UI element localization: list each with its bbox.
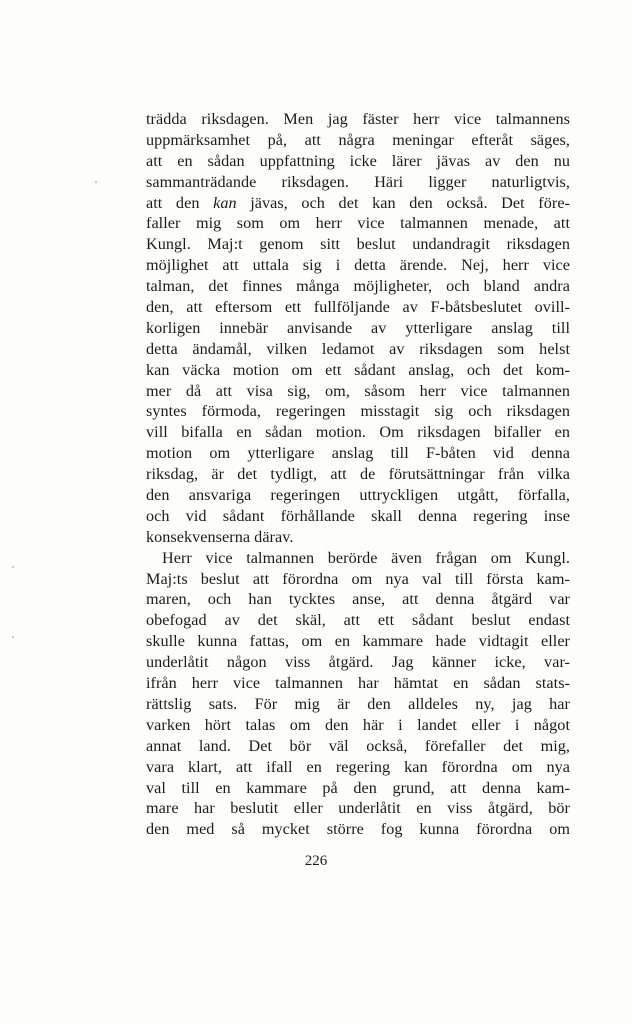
text-line: korligen innebär anvisande av ytterligare anslag till [146,318,570,337]
text-line: motion om ytterligare anslag till F-båten vid denna [146,444,570,463]
text-line: kan väcka motion om ett sådant anslag, och det kom- [146,360,570,379]
paragraph-end-line: konsekvenserna därav. [146,527,294,546]
text-line: mare har beslutit eller underlåtit en viss åtgärd, bör [146,799,570,818]
text-line: möjlighet att uttala sig i detta ärende. Nej, herr vice [146,256,570,275]
text-line: och vid sådant förhållande skall denna regering inse [146,506,570,525]
text-line: den, att eftersom ett fullföljande av F-båtsbeslutet ovill- [146,298,570,317]
text-line: riksdag, är det tydligt, att de förutsättningar från vilka [146,465,570,484]
text-line: vill bifalla en sådan motion. Om riksdagen bifaller en [146,423,570,442]
text-line: skulle kunna fattas, om en kammare hade vidtagit eller [146,632,570,651]
paragraph-start-line: Herr vice talmannen berörde även frågan om Kungl. [162,548,570,567]
paper-speck [95,181,97,183]
text-line [146,193,570,214]
text-line: vara klart, att ifall en regering kan förordna om nya [146,757,570,776]
text-segment: jävas, och det kan den också. Det före- [236,193,570,212]
text-line: sammanträdande riksdagen. Häri ligger naturligtvis, [146,172,570,191]
text-line: obefogad av det skäl, att ett sådant beslut endast [146,611,570,630]
text-line: mer då att visa sig, om, såsom herr vice talmannen [146,381,570,400]
text-line: syntes förmoda, regeringen misstagit sig och riksdagen [146,402,570,421]
text-line: rättslig sats. För mig är den alldeles ny, jag har [146,694,570,713]
text-segment: att den [146,193,214,212]
paper-speck [12,566,14,568]
text-line: underlåtit någon viss åtgärd. Jag känner icke, var- [146,653,570,672]
text-line: maren, och han tycktes anse, att denna åtgärd var [146,590,570,609]
text-line: att en sådan uppfattning icke lärer jävas av den nu [146,151,570,170]
page-number: 226 [304,853,328,869]
emphasized-word: kan [213,193,237,212]
text-line: talman, det finnes många möjligheter, och bland andra [146,277,570,296]
text-line: annat land. Det bör väl också, förefaller det mig, [146,736,570,755]
text-line: faller mig som om herr vice talmannen menade, att [146,214,570,233]
paper-speck [12,636,14,638]
text-line: den med så mycket större fog kunna förordna om [146,820,570,839]
text-line: Maj:ts beslut att förordna om nya val till första kam- [146,569,570,588]
text-line: uppmärksamhet på, att några meningar efteråt säges, [146,130,570,149]
text-line: varken hört talas om den här i landet eller i något [146,715,570,734]
text-line: Kungl. Maj:t genom sitt beslut undandragit riksdagen [146,235,570,254]
text-line: ifrån herr vice talmannen har hämtat en sådan stats- [146,674,570,693]
body-text [146,109,570,840]
text-line: den ansvariga regeringen uttryckligen utgått, förfalla, [146,486,570,505]
text-line: detta ändamål, vilken ledamot av riksdagen som helst [146,339,570,358]
text-line: val till en kammare på den grund, att denna kam- [146,778,570,797]
text-line: trädda riksdagen. Men jag fäster herr vice talmannens [146,110,570,128]
